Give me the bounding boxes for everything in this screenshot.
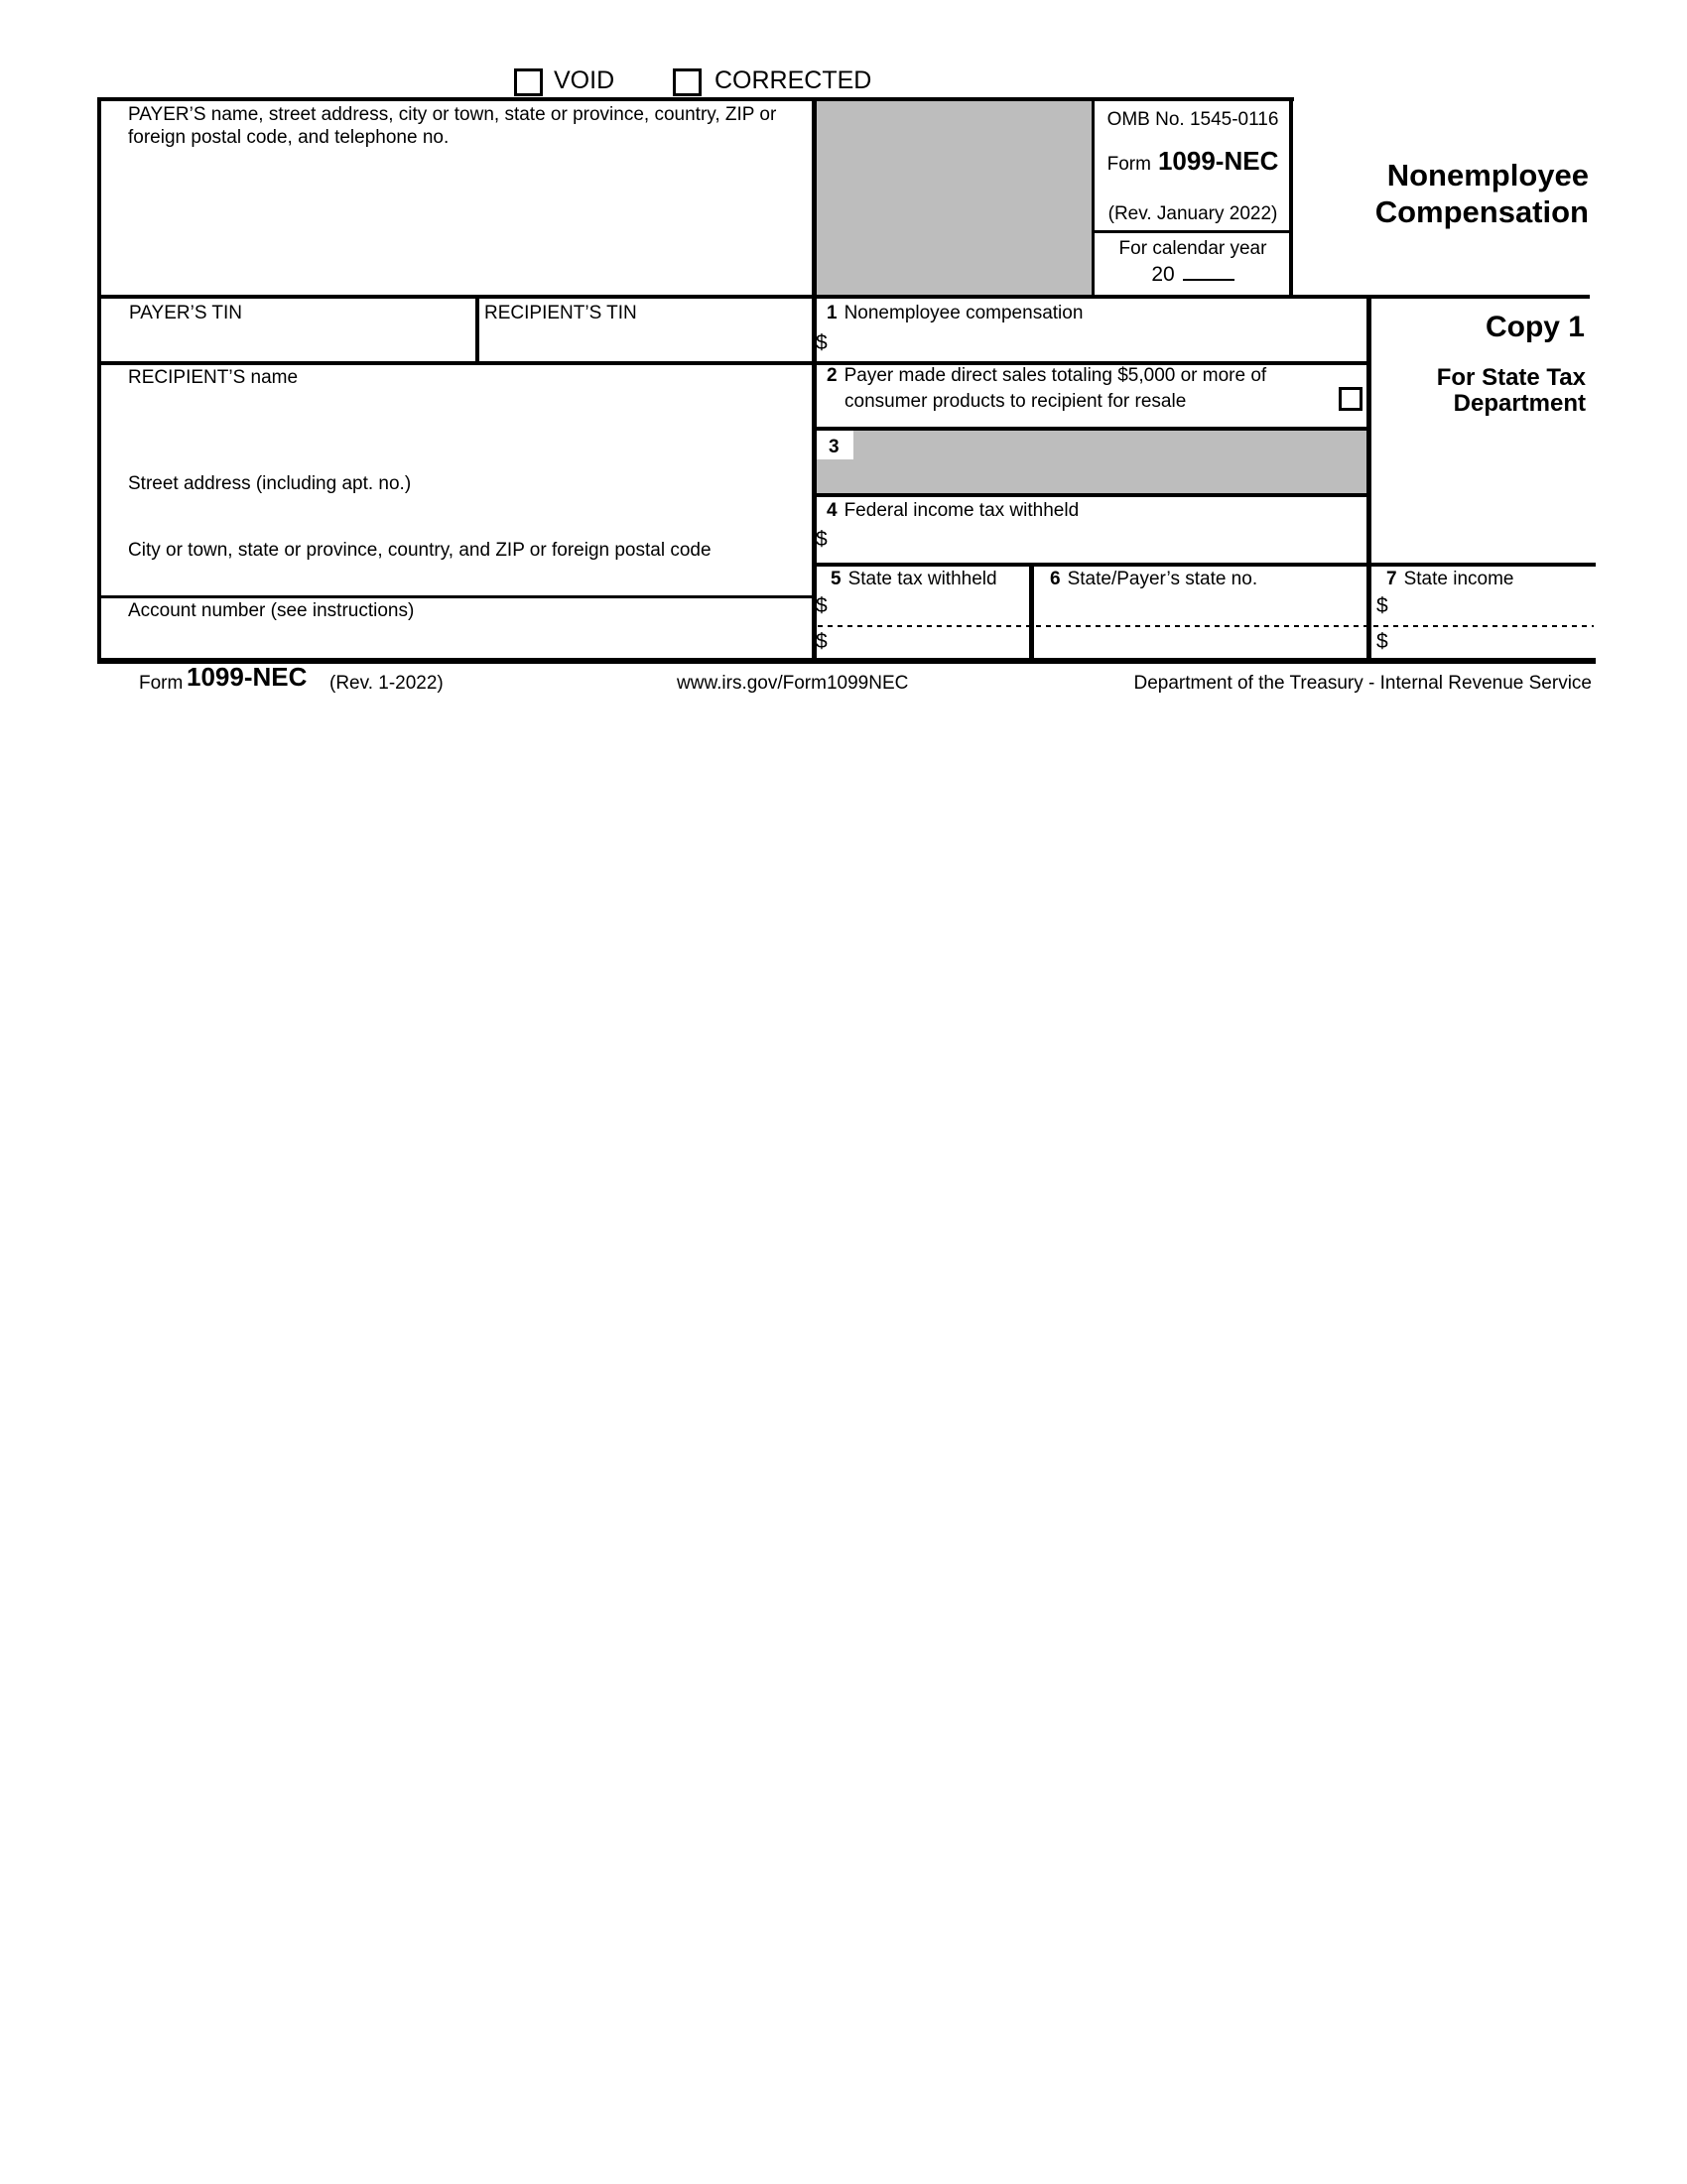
box7-label: 7 State income (1386, 569, 1514, 589)
shaded-area-top (815, 99, 1093, 296)
box4-dollar-sign: $ (816, 528, 828, 551)
recipient-name-field[interactable] (103, 391, 808, 468)
footer-revision: (Rev. 1-2022) (329, 673, 444, 694)
box7-amount-bottom-field[interactable] (1399, 629, 1594, 656)
line-omb-left (1092, 97, 1095, 297)
box2-number: 2 (827, 365, 838, 386)
omb-form-number: 1099-NEC (1157, 146, 1279, 176)
footer-form-word: Form (139, 673, 184, 694)
line-center-vertical (812, 97, 817, 660)
box2-label-line2: consumer products to recipient for resale (844, 391, 1187, 412)
box7-number: 7 (1386, 569, 1397, 589)
street-address-field[interactable] (103, 496, 808, 536)
copy-label: Copy 1 (1485, 311, 1585, 343)
box4-amount-field[interactable] (839, 526, 1364, 560)
box7-dollar-sign-top: $ (1376, 594, 1388, 617)
void-label: VOID (554, 66, 615, 94)
box1-number: 1 (827, 303, 838, 323)
line-tin-divider (475, 298, 479, 363)
calendar-year-prefix: 20 (1151, 263, 1175, 286)
void-checkbox[interactable] (514, 68, 543, 96)
city-label: City or town, state or province, country, and ZIP or foreign postal code (128, 540, 712, 561)
payer-tin-label: PAYER’S TIN (129, 303, 243, 323)
recipient-tin-field[interactable] (484, 323, 808, 359)
line-omb-divider (1092, 230, 1293, 233)
payer-tin-field[interactable] (103, 323, 472, 359)
footer-form-number: 1099-NEC (187, 662, 308, 692)
box6-number: 6 (1050, 569, 1061, 589)
box4-label: 4 Federal income tax withheld (827, 500, 1080, 521)
box7-dollar-sign-bottom: $ (1376, 630, 1388, 653)
calendar-year-line (1096, 259, 1290, 287)
omb-form-line (1096, 146, 1290, 177)
box1-amount-field[interactable] (839, 327, 1364, 359)
box6-state-no-field[interactable] (1038, 593, 1363, 656)
recipient-name-label: RECIPIENT’S name (128, 367, 299, 388)
street-address-label: Street address (including apt. no.) (128, 473, 412, 494)
box5-amount-bottom-field[interactable] (839, 629, 1027, 656)
box3-number: 3 (829, 437, 840, 457)
box5-number: 5 (831, 569, 842, 589)
account-number-field[interactable] (103, 621, 808, 655)
form-title-line2: Compensation (1374, 194, 1589, 229)
border-top (97, 97, 1294, 101)
payer-info-field[interactable] (103, 139, 810, 293)
line-box2-bottom (814, 427, 1371, 431)
box1-dollar-sign: $ (816, 331, 828, 354)
footer-agency: Department of the Treasury - Internal Revenue Service (1133, 673, 1592, 694)
copy-for-line2: Department (1453, 390, 1586, 417)
corrected-label: CORRECTED (714, 66, 872, 94)
form-title (1375, 157, 1589, 230)
omb-revision: (Rev. January 2022) (1107, 203, 1278, 224)
box2-label-line1: 2 Payer made direct sales totaling $5,000 or more of (827, 365, 1267, 386)
line-box5-box6-divider (1029, 563, 1034, 660)
box5-amount-top-field[interactable] (839, 593, 1027, 623)
payer-info-label: PAYER’S name, street address, city or town, state or province, country, ZIP or foreign postal code, and telephone no. (128, 104, 777, 148)
box2-checkbox[interactable] (1339, 387, 1363, 411)
calendar-year-blank[interactable] (1183, 259, 1234, 281)
form-title-line1: Nonemployee (1386, 158, 1589, 193)
line-right-column (1366, 296, 1371, 660)
omb-form-word: Form (1106, 154, 1151, 175)
calendar-year-label: For calendar year (1118, 238, 1267, 259)
line-box3-bottom (814, 493, 1371, 497)
corrected-checkbox[interactable] (673, 68, 702, 96)
copy-for-line1: For State Tax (1436, 364, 1586, 391)
city-field[interactable] (103, 562, 808, 593)
box1-label: 1 Nonemployee compensation (827, 303, 1084, 323)
line-account-top (97, 595, 814, 598)
box7-amount-top-field[interactable] (1399, 593, 1594, 623)
recipient-tin-label: RECIPIENT’S TIN (484, 303, 637, 323)
box5-dollar-sign-bottom: $ (816, 630, 828, 653)
box5-label: 5 State tax withheld (831, 569, 997, 589)
box6-label: 6 State/Payer’s state no. (1050, 569, 1258, 589)
line-box4-bottom (814, 563, 1596, 567)
box4-number: 4 (827, 500, 838, 521)
box5-dollar-sign-top: $ (816, 594, 828, 617)
footer-irs-url[interactable]: www.irs.gov/Form1099NEC (677, 673, 909, 694)
account-number-label: Account number (see instructions) (128, 600, 415, 621)
border-left (97, 97, 101, 664)
omb-number: OMB No. 1545-0116 (1106, 109, 1279, 130)
shaded-area-box3 (815, 430, 1368, 494)
